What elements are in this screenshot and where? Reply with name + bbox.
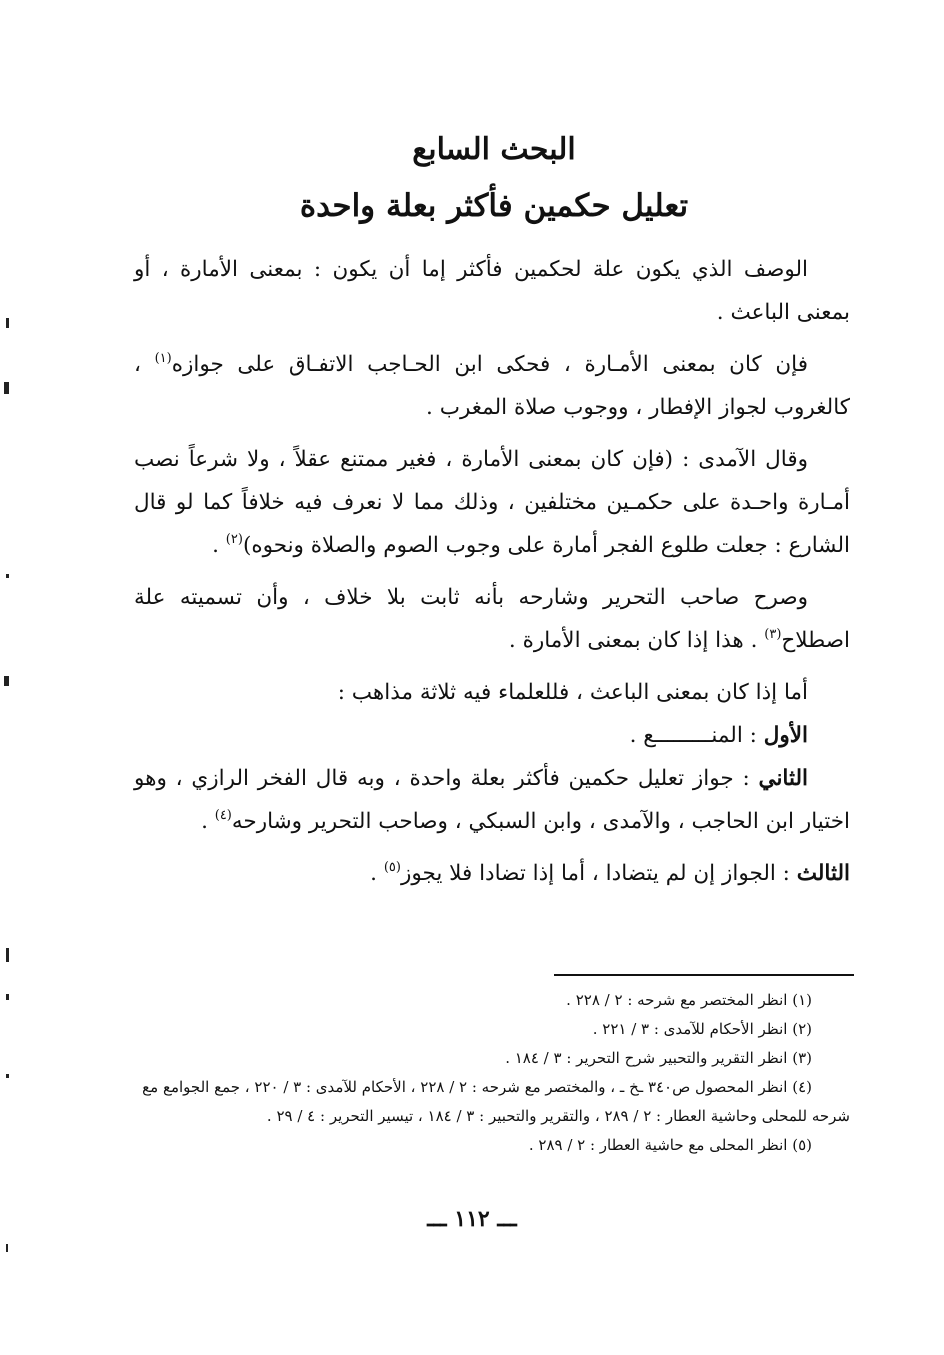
scan-edge-mark [6, 574, 9, 578]
footnote-divider [554, 974, 854, 976]
footnote-4: (٤) انظر المحصول ص٣٤٠ ـخ ـ ، والمختصر مع شرحه : ٢ / ٢٢٨ ، الأحكام للآمدى : ٣ / ٢٢٠ ، جمع الجوامع مع شرحه للمحلى وحاشية العطار : ٢ / ٢٨٩ ، والتقرير والتحبير : ٣ / ١٨٤ ، تيسير التحرير : ٤ / ٢٩ . [142, 1078, 850, 1125]
opinion-first [134, 714, 850, 757]
footnote-5: (٥) انظر المحلى مع حاشية العطار : ٢ / ٢٨٩ . [528, 1136, 812, 1154]
footnote-2: (٢) انظر الأحكام للآمدى : ٣ / ٢٢١ . [592, 1020, 812, 1038]
opinion-second [134, 757, 850, 843]
footnotes [132, 986, 850, 1160]
page-number: ـــ ١١٢ ـــ [427, 1206, 517, 1232]
footnote-ref-5: (٥) [383, 860, 401, 875]
footnote-ref-3: (٣) [764, 627, 782, 642]
paragraph-2-text: فإن كان بمعنى الأمـارة ، فحكى ابن الحـاجب الاتفـاق على جوازه [171, 352, 808, 377]
paragraph-2-text-end: ، كالغروب لجواز الإفطار ، ووجوب صلاة المغرب . [134, 352, 850, 420]
scan-edge-mark [6, 1244, 8, 1252]
paragraph-4 [134, 576, 850, 662]
opinion-third-text: : الجواز إن لم يتضادا ، أما إذا تضادا فلا يجوز [400, 861, 797, 886]
paragraph-3-text: وقال الآمدى : (فإن كان بمعنى الأمارة ، فغير ممتنع عقلاً ، ولا شرعاً نصب أمـارة واحـدة على حكمـين مختلفين ، وذلك مما لا نعرف فيه خلافاً كما لو قال الشارع : جعلت طلوع الفجر أمارة على وجوب الصوم والصلاة ونحوه) [134, 447, 850, 558]
scan-edge-mark [6, 994, 9, 1000]
section-title: البحث السابع [412, 132, 576, 167]
opinion-second-text: : جواز تعليل حكمين فأكثر بعلة واحدة ، وبه قال الفخر الرازي ، وهو اختيار ابن الحاجب ، والآمدى ، وابن السبكي ، وصاحب التحرير وشارحه [134, 766, 850, 834]
scan-edge-mark [4, 382, 9, 394]
footnote-ref-2: (٢) [225, 532, 243, 547]
paragraph-3 [134, 438, 850, 567]
scan-edge-mark [6, 948, 9, 962]
opinion-second-label: الثاني [758, 766, 808, 791]
paragraph-5-text: أما إذا كان بمعنى الباعث ، فللعلماء فيه ثلاثة مذاهب : [337, 680, 808, 705]
paragraph-1 [134, 248, 850, 334]
scan-edge-mark [6, 318, 9, 328]
paragraph-4-text: وصرح صاحب التحرير وشارحه بأنه ثابت بلا خلاف ، وأن تسميته علة اصطلاح [134, 585, 850, 653]
paragraph-4-text-end: . هذا إذا كان بمعنى الأمارة . [508, 628, 765, 653]
paragraph-1-text: الوصف الذي يكون علة لحكمين فأكثر إما أن يكون : بمعنى الأمارة ، أو بمعنى الباعث . [134, 257, 850, 325]
footnote-1: (١) انظر المختصر مع شرحه : ٢ / ٢٢٨ . [566, 991, 812, 1009]
opinion-third-text-end: . [370, 861, 384, 886]
footnote-ref-1: (١) [154, 351, 172, 366]
opinion-third [134, 852, 850, 895]
opinion-first-label: الأول [763, 723, 808, 748]
opinion-third-label: الثالث [796, 861, 850, 886]
opinion-first-text: : المنـــــــــع . [629, 723, 764, 748]
opinion-second-text-end: . [201, 809, 215, 834]
footnote-ref-4: (٤) [214, 808, 232, 823]
scan-edge-mark [4, 676, 9, 686]
footnote-3: (٣) انظر التقرير والتحبير شرح التحرير : ٣ / ١٨٤ . [505, 1049, 812, 1067]
body-text [134, 248, 850, 904]
scan-edge-mark [6, 1074, 9, 1078]
paragraph-2 [134, 343, 850, 429]
section-subtitle: تعليل حكمين فأكثر بعلة واحدة [299, 188, 689, 224]
paragraph-5 [134, 671, 850, 714]
paragraph-3-text-end: . [212, 533, 226, 558]
